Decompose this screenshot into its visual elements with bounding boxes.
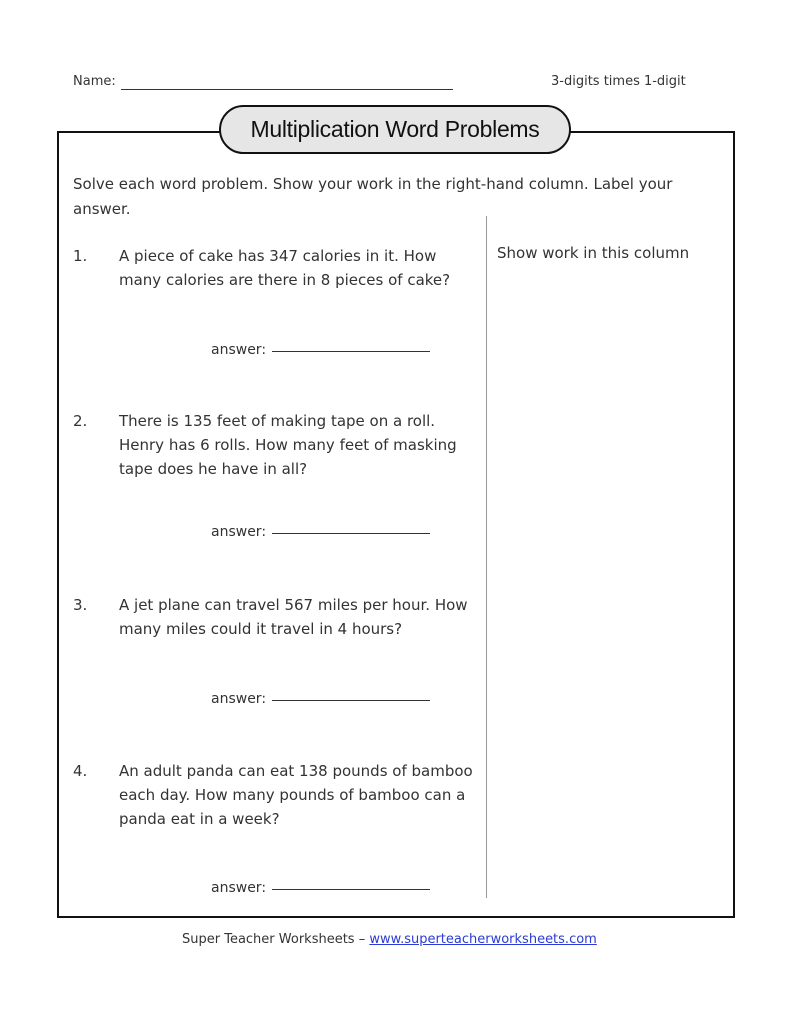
- answer-4[interactable]: [211, 880, 430, 896]
- answer-label: answer:: [211, 342, 267, 358]
- answer-label: answer:: [211, 524, 267, 540]
- column-divider: [486, 216, 487, 898]
- answer-3[interactable]: [211, 691, 430, 707]
- worksheet-subtitle: 3-digits times 1-digit: [551, 74, 686, 89]
- answer-2[interactable]: [211, 524, 430, 540]
- problem-number: 4.: [73, 762, 88, 780]
- answer-line[interactable]: [272, 533, 430, 534]
- footer-text: Super Teacher Worksheets –: [182, 932, 366, 947]
- problem-text: A jet plane can travel 567 miles per hour. How many miles could it travel in 4 hours?: [119, 596, 468, 638]
- footer-link[interactable]: www.superteacherworksheets.com: [369, 932, 597, 947]
- problem-number: 1.: [73, 247, 88, 265]
- answer-line[interactable]: [272, 889, 430, 890]
- problem-text: An adult panda can eat 138 pounds of bamboo each day. How many pounds of bamboo can a panda eat in a week?: [119, 762, 473, 828]
- name-label: Name:: [73, 74, 116, 89]
- work-column-label: Show work in this column: [497, 244, 690, 262]
- problem-number: 3.: [73, 596, 88, 614]
- answer-line[interactable]: [272, 700, 430, 701]
- instructions: Solve each word problem. Show your work in the right-hand column. Label your answer.: [73, 175, 673, 218]
- problem-text: A piece of cake has 347 calories in it. How many calories are there in 8 pieces of cake?: [119, 247, 451, 289]
- answer-label: answer:: [211, 691, 267, 707]
- footer: [182, 932, 597, 947]
- problem-number: 2.: [73, 412, 88, 430]
- problem-text: There is 135 feet of making tape on a roll. Henry has 6 rolls. How many feet of masking tape does he have in all?: [119, 412, 457, 478]
- page-title: Multiplication Word Problems: [219, 105, 571, 154]
- name-field-line[interactable]: [121, 89, 453, 90]
- answer-line[interactable]: [272, 351, 430, 352]
- answer-1[interactable]: [211, 342, 430, 358]
- answer-label: answer:: [211, 880, 267, 896]
